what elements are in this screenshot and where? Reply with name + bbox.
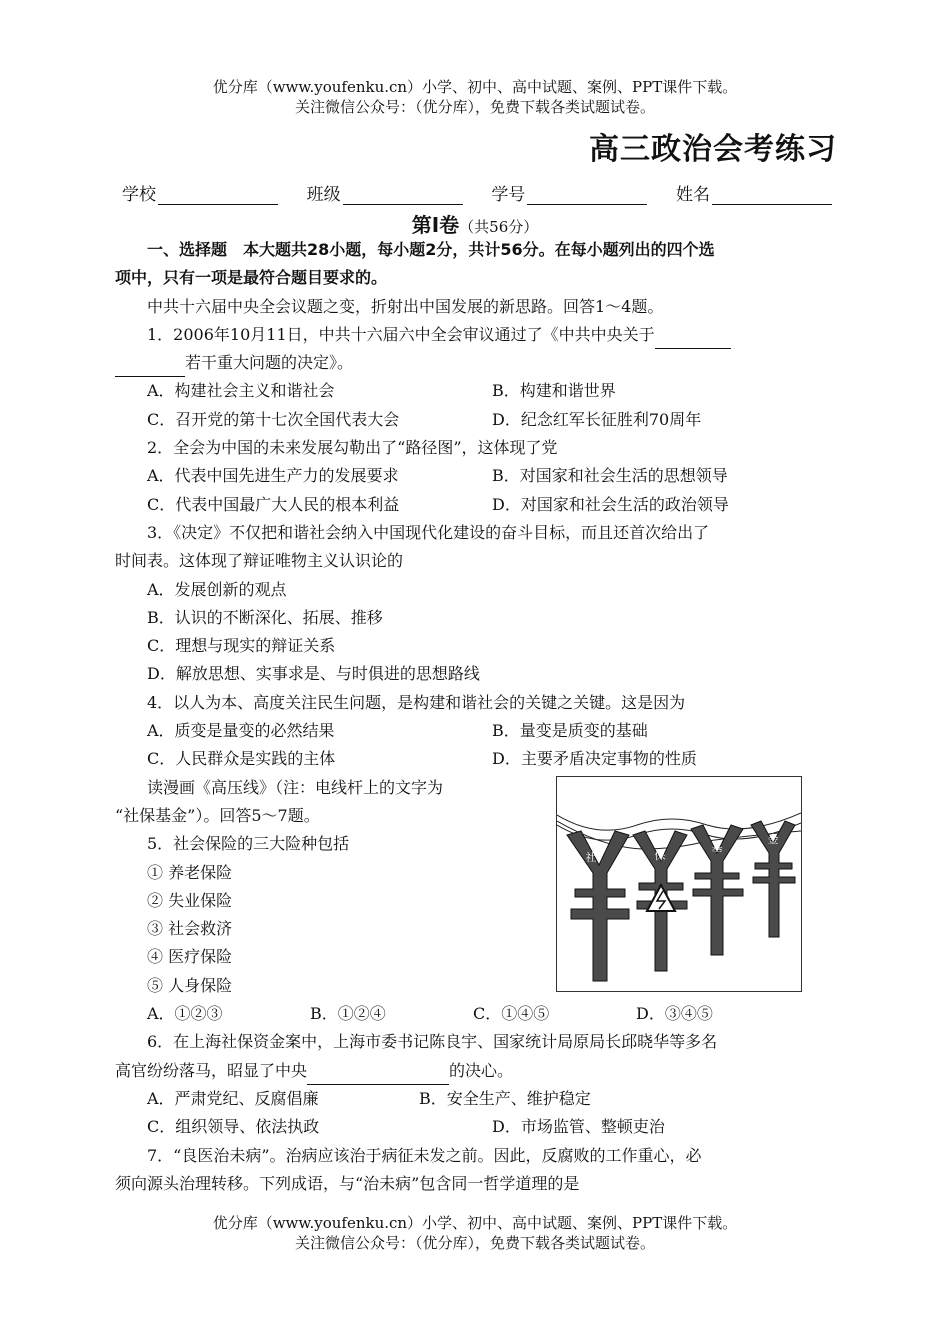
q6-options-ab [115, 1085, 837, 1113]
intro-5-7-cont: “社保基金”）。回答5～7题。 [115, 805, 320, 825]
q3-option-d[interactable]: D．解放思想、实事求是、与时俱进的思想路线 [147, 664, 480, 684]
section-heading: 一、选择题 本大题共28小题，每小题2分，共计56分。在每小题列出的四个选 [147, 240, 715, 259]
pole-char-4: 金 [767, 833, 779, 846]
q2-option-a[interactable]: A．代表中国先进生产力的发展要求 [147, 466, 399, 486]
pole-char-2: 保 [654, 849, 666, 862]
q4-stem: 4．以人为本、高度关注民生问题，是构建和谐社会的关键之关键。这是因为 [147, 692, 686, 712]
q6-option-c[interactable]: C．组织领导、依法执政 [147, 1117, 320, 1137]
q4-option-c[interactable]: C．人民群众是实践的主体 [147, 749, 336, 769]
q3-stem: 3．《决定》不仅把和谐社会纳入中国现代化建设的奋斗目标，而且还首次给出了 [147, 522, 710, 542]
q2-options-cd [115, 491, 837, 519]
q4-options-ab [115, 717, 837, 745]
q5-item-5: ⑤ 人身保险 [147, 975, 233, 995]
q2-option-c[interactable]: C．代表中国最广大人民的根本利益 [147, 494, 400, 514]
q1-option-b[interactable]: B．构建和谐世界 [492, 381, 616, 401]
volume-heading: 第Ⅰ卷（共56分） [411, 213, 539, 237]
q4-option-d[interactable]: D．主要矛盾决定事物的性质 [492, 749, 697, 769]
header-line-1: 优分库（www.youfenku.cn）小学、初中、高中试题、案例、PPT课件下载。 [212, 78, 738, 96]
q6-option-b[interactable]: B．安全生产、维护稳定 [419, 1088, 591, 1108]
q5-option-c[interactable]: C．①④⑤ [473, 1004, 550, 1024]
q2-option-d[interactable]: D．对国家和社会生活的政治领导 [492, 494, 729, 514]
q5-options [115, 1000, 837, 1028]
q6-stem: 6．在上海社保资金案中，上海市委书记陈良宇、国家统计局原局长邱晓华等多名 [147, 1032, 718, 1052]
q5-item-1: ① 养老保险 [147, 862, 233, 882]
q5-stem: 5．社会保险的三大险种包括 [147, 834, 350, 854]
class-field[interactable]: 班级 [307, 180, 463, 205]
footer-line-1: 优分库（www.youfenku.cn）小学、初中、高中试题、案例、PPT课件下载。 [212, 1214, 738, 1232]
q5-option-b[interactable]: B．①②④ [310, 1004, 386, 1024]
q7-stem-cont: 须向源头治理转移。下列成语，与“治未病”包含同一哲学道理的是 [115, 1173, 580, 1193]
q3-option-b[interactable]: B．认识的不断深化、拓展、推移 [147, 607, 383, 627]
q2-option-b[interactable]: B．对国家和社会生活的思想领导 [492, 466, 728, 486]
question-content [115, 236, 837, 1198]
student-id-field[interactable]: 学号 [491, 180, 647, 205]
q4-options-cd [115, 745, 837, 773]
section-heading-cont: 项中，只有一项是最符合题目要求的。 [115, 268, 388, 288]
q6-stem-cont: 高官纷纷落马，昭显了中央 的决心。 [115, 1057, 837, 1085]
q5-item-2: ② 失业保险 [147, 890, 233, 910]
q1-options-ab [115, 377, 837, 405]
info-fields [122, 180, 832, 205]
cartoon-illustration [557, 777, 801, 991]
q1-option-c[interactable]: C．召开党的第十七次全国代表大会 [147, 409, 400, 429]
q3-option-a[interactable]: A．发展创新的观点 [147, 579, 287, 599]
q5-item-3: ③ 社会救济 [147, 919, 233, 939]
q5-option-a[interactable]: A．①②③ [147, 1004, 223, 1024]
page-title: 高三政治会考练习 [589, 132, 837, 167]
intro-5-7: 读漫画《高压线》（注：电线杆上的文字为 [147, 777, 444, 797]
q2-stem: 2．全会为中国的未来发展勾勒出了“路径图”，这体现了党 [147, 438, 558, 458]
cartoon-high-voltage [556, 776, 802, 992]
yuan-pole-1 [567, 831, 629, 981]
q3-stem-cont: 时间表。这体现了辩证唯物主义认识论的 [115, 551, 404, 571]
q1-stem-cont: 若干重大问题的决定》。 [115, 349, 837, 377]
q5-item-4: ④ 医疗保险 [147, 947, 233, 967]
q6-option-d[interactable]: D．市场监管、整顿吏治 [492, 1117, 665, 1137]
pole-char-3: 基 [711, 841, 723, 854]
q5-option-d[interactable]: D．③④⑤ [636, 1004, 713, 1024]
q1-stem: 1．2006年10月11日，中共十六届六中全会审议通过了《中共中央关于 [115, 321, 837, 349]
intro-1-4: 中共十六届中央全会议题之变，折射出中国发展的新思路。回答1～4题。 [147, 296, 664, 316]
q6-options-cd [115, 1113, 837, 1141]
q4-option-b[interactable]: B．量变是质变的基础 [492, 721, 648, 741]
q1-options-cd [115, 406, 837, 434]
q7-stem: 7．“良医治未病”。治病应该治于病征未发之前。因此，反腐败的工作重心，必 [147, 1145, 702, 1165]
q6-option-a[interactable]: A．严肃党纪、反腐倡廉 [147, 1088, 319, 1108]
q4-option-a[interactable]: A．质变是量变的必然结果 [147, 721, 335, 741]
q2-options-ab [115, 462, 837, 490]
q3-option-c[interactable]: C．理想与现实的辩证关系 [147, 636, 336, 656]
header-line-2: 关注微信公众号：（优分库），免费下载各类试题试卷。 [294, 98, 655, 116]
footer-line-2: 关注微信公众号：（优分库），免费下载各类试题试卷。 [294, 1234, 655, 1252]
pole-char-1: 社 [585, 851, 597, 864]
q1-option-d[interactable]: D．纪念红军长征胜利70周年 [492, 409, 702, 429]
q1-option-a[interactable]: A．构建社会主义和谐社会 [147, 381, 335, 401]
name-field[interactable]: 姓名 [676, 180, 832, 205]
school-field[interactable]: 学校 [122, 180, 278, 205]
